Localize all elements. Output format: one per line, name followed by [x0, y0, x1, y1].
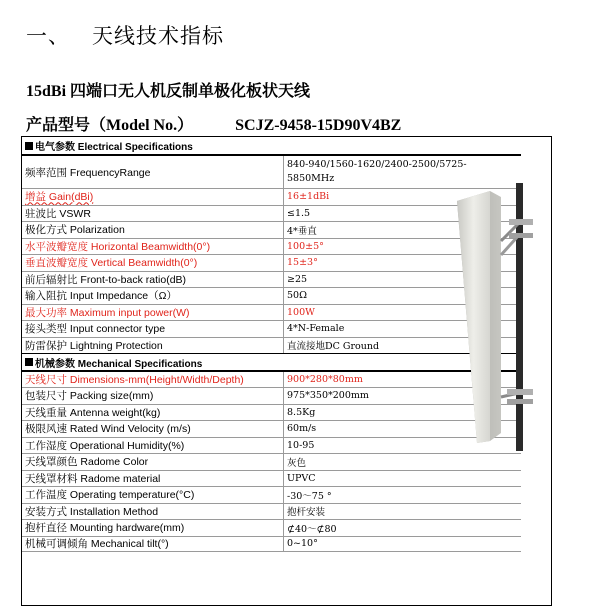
table-row — [22, 536, 521, 553]
mechanical-title: 机械参数 Mechanical Specifications — [35, 358, 203, 370]
param-name: 机械可调倾角 Mechanical tilt(°) — [25, 538, 169, 551]
param-name: 天线重量 Antenna weight(kg) — [25, 406, 161, 419]
param-value: -30～75 ° — [287, 490, 332, 502]
section-square-icon — [25, 358, 33, 366]
param-name: 防雷保护 Lightning Protection — [25, 339, 163, 352]
model-label: 产品型号（Model No.） — [26, 117, 194, 134]
param-value: 100±5° — [287, 240, 324, 252]
param-name: 频率范围 FrequencyRange — [25, 166, 151, 179]
param-name: 抱杆直径 Mounting hardware(mm) — [25, 522, 185, 535]
electrical-title: 电气参数 Electrical Specifications — [35, 142, 193, 153]
param-name: 极化方式 Polarization — [25, 224, 125, 237]
param-value: ≤1.5 — [287, 207, 311, 219]
table-row — [22, 470, 521, 487]
table-row — [22, 519, 521, 536]
param-value: 0~10° — [287, 538, 318, 550]
param-value: 抱杆安装 — [287, 507, 326, 519]
param-name: 极限风速 Rated Wind Velocity (m/s) — [25, 423, 191, 436]
param-name: 包装尺寸 Packing size(mm) — [25, 390, 154, 403]
param-name: 安装方式 Installation Method — [25, 505, 159, 518]
param-name: 增益 Gain(dBi) — [25, 191, 94, 204]
table-row — [22, 486, 521, 503]
param-value: ≥25 — [287, 273, 308, 285]
param-value: 10-95 — [287, 439, 315, 451]
param-value: 8.5Kg — [287, 406, 316, 418]
model-number: SCJZ-9458-15D90V4BZ — [235, 117, 402, 134]
param-name: 天线罩材料 Radome material — [25, 472, 161, 485]
param-value: 60m/s — [287, 423, 317, 435]
param-name: 驻波比 VSWR — [25, 207, 91, 220]
param-value: 840-940/1560-1620/2400-2500/5725-5850MHz — [287, 159, 467, 184]
param-name: 接头类型 Input connector type — [25, 323, 166, 336]
param-name: 工作湿度 Operational Humidity(%) — [25, 439, 185, 452]
param-name: 垂直波瓣宽度 Vertical Beamwidth(0°) — [25, 257, 198, 270]
param-value: 100W — [287, 306, 315, 318]
param-name: 天线尺寸 Dimensions-mm(Height/Width/Depth) — [25, 374, 244, 386]
param-value: 灰色 — [287, 457, 307, 469]
antenna-product-image — [447, 183, 568, 453]
param-name: 最大功率 Maximum input power(W) — [25, 306, 190, 319]
param-value: 16±1dBi — [287, 191, 330, 203]
param-name: 工作温度 Operating temperature(°C) — [25, 489, 195, 502]
param-value: 4*N-Female — [287, 323, 345, 335]
antenna-radome — [457, 191, 490, 443]
param-value: 50Ω — [287, 290, 307, 302]
param-value: 15±3° — [287, 257, 318, 269]
section-title: 天线技术指标 — [92, 24, 224, 48]
section-number: 一、 — [26, 24, 70, 48]
param-value: UPVC — [287, 472, 316, 484]
param-name: 前后辐射比 Front-to-back ratio(dB) — [25, 273, 187, 286]
param-name: 输入阻抗 Input Impedance（Ω） — [25, 290, 177, 303]
model-line — [26, 112, 401, 135]
section-square-icon — [25, 142, 33, 150]
table-row — [22, 503, 521, 520]
param-name: 天线罩颜色 Radome Color — [25, 456, 149, 469]
electrical-section-header — [22, 137, 521, 154]
param-name: 水平波瓣宽度 Horizontal Beamwidth(0°) — [25, 240, 211, 253]
param-value: ⊄40～⊄80 — [287, 523, 337, 535]
param-value: 4*垂直 — [287, 225, 317, 237]
param-value: 900*280*80mm — [287, 374, 363, 385]
product-subtitle: 15dBi 四端口无人机反制单极化板状天线 — [26, 83, 311, 100]
section-heading — [26, 20, 224, 50]
table-row — [22, 453, 521, 470]
param-value: 975*350*200mm — [287, 390, 369, 402]
param-value: 直流接地DC Ground — [287, 341, 380, 353]
